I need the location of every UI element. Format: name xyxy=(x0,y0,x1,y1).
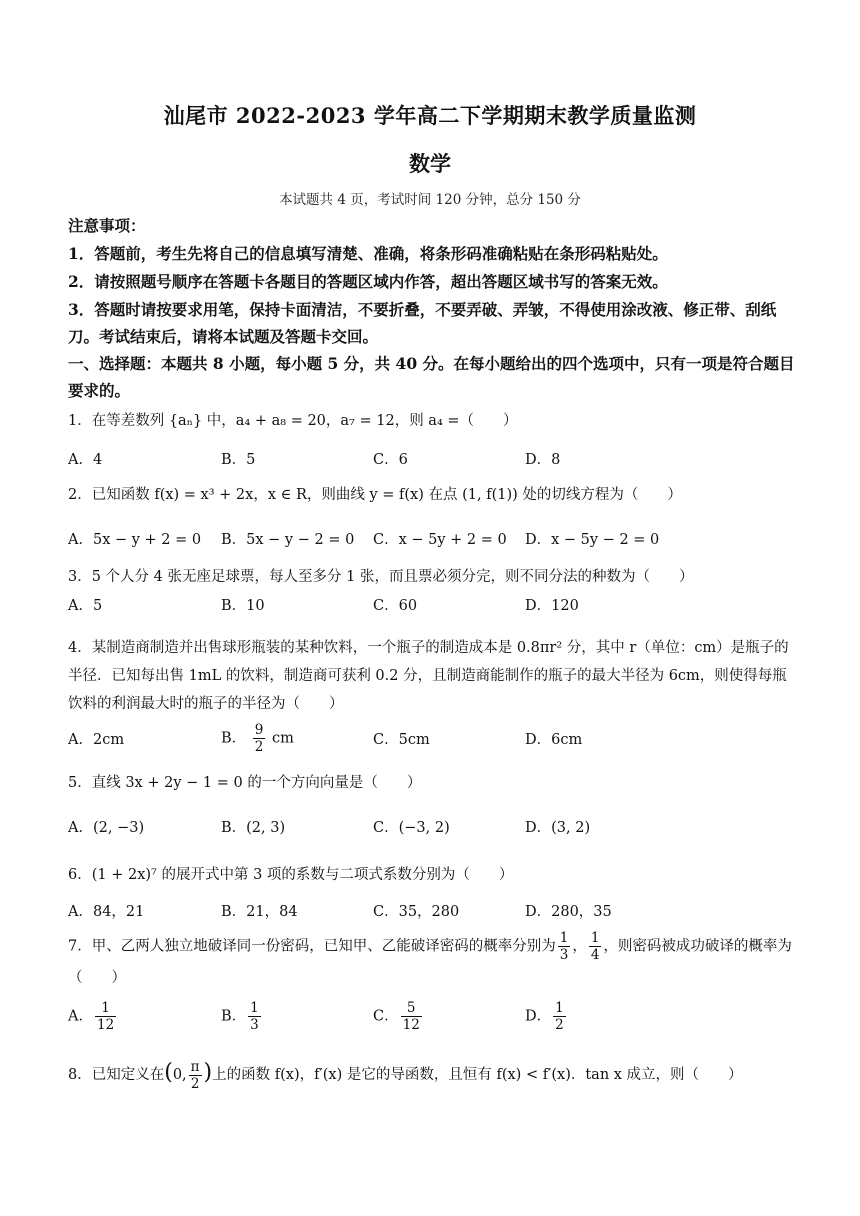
option-d: D．280，35 xyxy=(525,904,612,920)
interval-left: 0, xyxy=(172,1067,187,1083)
option-d: D．6cm xyxy=(525,732,583,748)
question-8-stem-b: 上的函数 f(x)，f′(x) 是它的导函数，且恒有 f(x) < f′(x)．tan x 成立，则（ ） xyxy=(212,1067,743,1083)
option-label: B． xyxy=(221,1008,247,1025)
fraction xyxy=(401,1000,422,1033)
option-b: B．10 xyxy=(221,598,265,614)
notice-item-1: 1．答题前，考生先将自己的信息填写清楚、准确，将条形码准确粘贴在条形码粘贴处。 xyxy=(68,244,668,263)
option-a xyxy=(68,1000,118,1033)
question-5-stem: 5．直线 3x + 2y − 1 = 0 的一个方向向量是（ ） xyxy=(68,775,422,791)
question-2-options xyxy=(68,528,796,554)
question-3-options xyxy=(68,594,796,620)
option-b: B．(2, 3) xyxy=(221,820,286,836)
option-b: B．5x − y − 2 = 0 xyxy=(221,532,355,548)
option-c: C．60 xyxy=(373,598,418,614)
option-c: C．35，280 xyxy=(373,904,460,920)
question-7-stem-b: ，则密码被成功破译的概率为（ ） xyxy=(68,938,792,986)
option-d: D．x − 5y − 2 = 0 xyxy=(525,532,660,548)
option-b-label: B． xyxy=(221,730,247,747)
option-d: D．8 xyxy=(525,452,561,468)
option-a: A．4 xyxy=(68,452,103,468)
question-3-stem: 3．5 个人分 4 张无座足球票，每人至多分 1 张，而且票必须分完，则不同分法的种数为（ ） xyxy=(68,569,694,585)
fraction-numerator: π xyxy=(190,1058,200,1075)
option-label: C． xyxy=(373,1008,399,1025)
fraction-numerator: 9 xyxy=(254,722,264,738)
fraction-denominator: 12 xyxy=(96,1017,115,1033)
fraction-numerator: 1 xyxy=(95,1000,116,1017)
option-b: B．21，84 xyxy=(221,904,298,920)
option-a: A．5 xyxy=(68,598,103,614)
subject-title: 数学 xyxy=(409,151,451,176)
option-c: C．6 xyxy=(373,452,408,468)
option-label: D． xyxy=(525,1008,552,1025)
option-c: C．x − 5y + 2 = 0 xyxy=(373,532,507,548)
exam-title: 汕尾市 2022-2023 学年高二下学期期末教学质量监测 xyxy=(163,103,697,128)
fraction-numerator: 1 xyxy=(590,930,600,946)
question-1-stem: 1．在等差数列 {aₙ} 中，a₄ + a₈ = 20，a₇ = 12，则 a₄ =（ ） xyxy=(68,413,518,429)
question-4-stem: 4．某制造商制造并出售球形瓶装的某种饮料，一个瓶子的制造成本是 0.8πr² 分，其中 r（单位：cm）是瓶子的半径．已知每出售 1mL 的饮料，制造商可获利 0.2 分，且制造商能制作的瓶子的最大半径为 6cm，则使得每瓶饮料的利润最大时的瓶子的半径为（ ） xyxy=(68,640,789,712)
question-6-options xyxy=(68,900,796,926)
question-6-stem: 6．(1 + 2x)⁷ 的展开式中第 3 项的系数与二项式系数分别为（ ） xyxy=(68,867,514,883)
fraction-numerator: 1 xyxy=(250,1000,259,1016)
option-d: D．(3, 2) xyxy=(525,820,591,836)
option-a: A．84，21 xyxy=(68,904,145,920)
fraction-numerator: 1 xyxy=(559,930,569,946)
question-7-stem: 7．甲、乙两人独立地破译同一份密码，已知甲、乙能破译密码的概率分别为 $\frac{1}{3}$ ， $\frac{1}{4}$ ，则密码被成功破译的概率为（ ） xyxy=(68,930,792,986)
notice-item-2: 2．请按照题号顺序在答题卡各题目的答题区域内作答，超出答题区域书写的答案无效。 xyxy=(68,272,668,291)
fraction xyxy=(95,1000,116,1033)
fraction-denominator: 4 xyxy=(590,947,600,963)
question-8-stem xyxy=(68,1056,796,1092)
fraction xyxy=(248,1000,261,1033)
option-d: D．120 xyxy=(525,598,579,614)
question-7-options xyxy=(68,1000,796,1040)
question-2-stem: 2．已知函数 f(x) = x³ + 2x，x ∈ R，则曲线 y = f(x) 在点 (1, f(1)) 处的切线方程为（ ） xyxy=(68,487,682,503)
fraction xyxy=(253,722,266,755)
fraction-denominator: 3 xyxy=(559,947,569,963)
fraction xyxy=(553,1000,566,1033)
option-b: B．5 xyxy=(221,452,256,468)
option-b xyxy=(221,722,294,755)
option-a: A．2cm xyxy=(68,732,125,748)
notice-heading: 注意事项： xyxy=(68,216,146,235)
notice-item-3: 3．答题时请按要求用笔，保持卡面清洁，不要折叠，不要弄破、弄皱，不得使用涂改液、修正带、刮纸刀。考试结束后，请将本试题及答题卡交回。 xyxy=(68,300,777,346)
fraction-denominator: 3 xyxy=(250,1017,259,1033)
fraction-denominator: 2 xyxy=(190,1075,200,1092)
probability-fraction-2 xyxy=(589,930,602,963)
probability-fraction-1 xyxy=(558,930,571,963)
question-4-options xyxy=(68,722,796,762)
fraction-numerator: 5 xyxy=(401,1000,422,1017)
fraction-denominator: 2 xyxy=(555,1017,564,1033)
option-c xyxy=(373,1000,424,1033)
option-label: A． xyxy=(68,1008,93,1025)
option-c: C．(−3, 2) xyxy=(373,820,450,836)
exam-info: 本试题共 4 页，考试时间 120 分钟，总分 150 分 xyxy=(279,192,581,208)
unit: cm xyxy=(271,730,294,747)
question-5-options xyxy=(68,816,796,842)
question-8-stem-a: 8．已知定义在 xyxy=(68,1067,165,1083)
option-a: A．(2, −3) xyxy=(68,820,145,836)
interval-fraction xyxy=(189,1059,202,1092)
question-1-options xyxy=(68,448,796,474)
option-d xyxy=(525,1000,568,1033)
interval-close-paren: ) xyxy=(203,1060,213,1085)
fraction-numerator: 1 xyxy=(555,1000,564,1016)
interval-open-paren: ( xyxy=(164,1060,173,1085)
section-heading: 一、选择题：本题共 8 小题，每小题 5 分，共 40 分。在每小题给出的四个选项中，只有一项是符合题目要求的。 xyxy=(68,354,795,400)
question-7-stem-a: 7．甲、乙两人独立地破译同一份密码，已知甲、乙能破译密码的概率分别为 xyxy=(68,938,556,955)
fraction-denominator: 2 xyxy=(254,739,264,755)
option-a: A．5x − y + 2 = 0 xyxy=(68,532,202,548)
fraction-denominator: 12 xyxy=(402,1017,420,1033)
option-c: C．5cm xyxy=(373,732,430,748)
option-b xyxy=(221,1000,263,1033)
